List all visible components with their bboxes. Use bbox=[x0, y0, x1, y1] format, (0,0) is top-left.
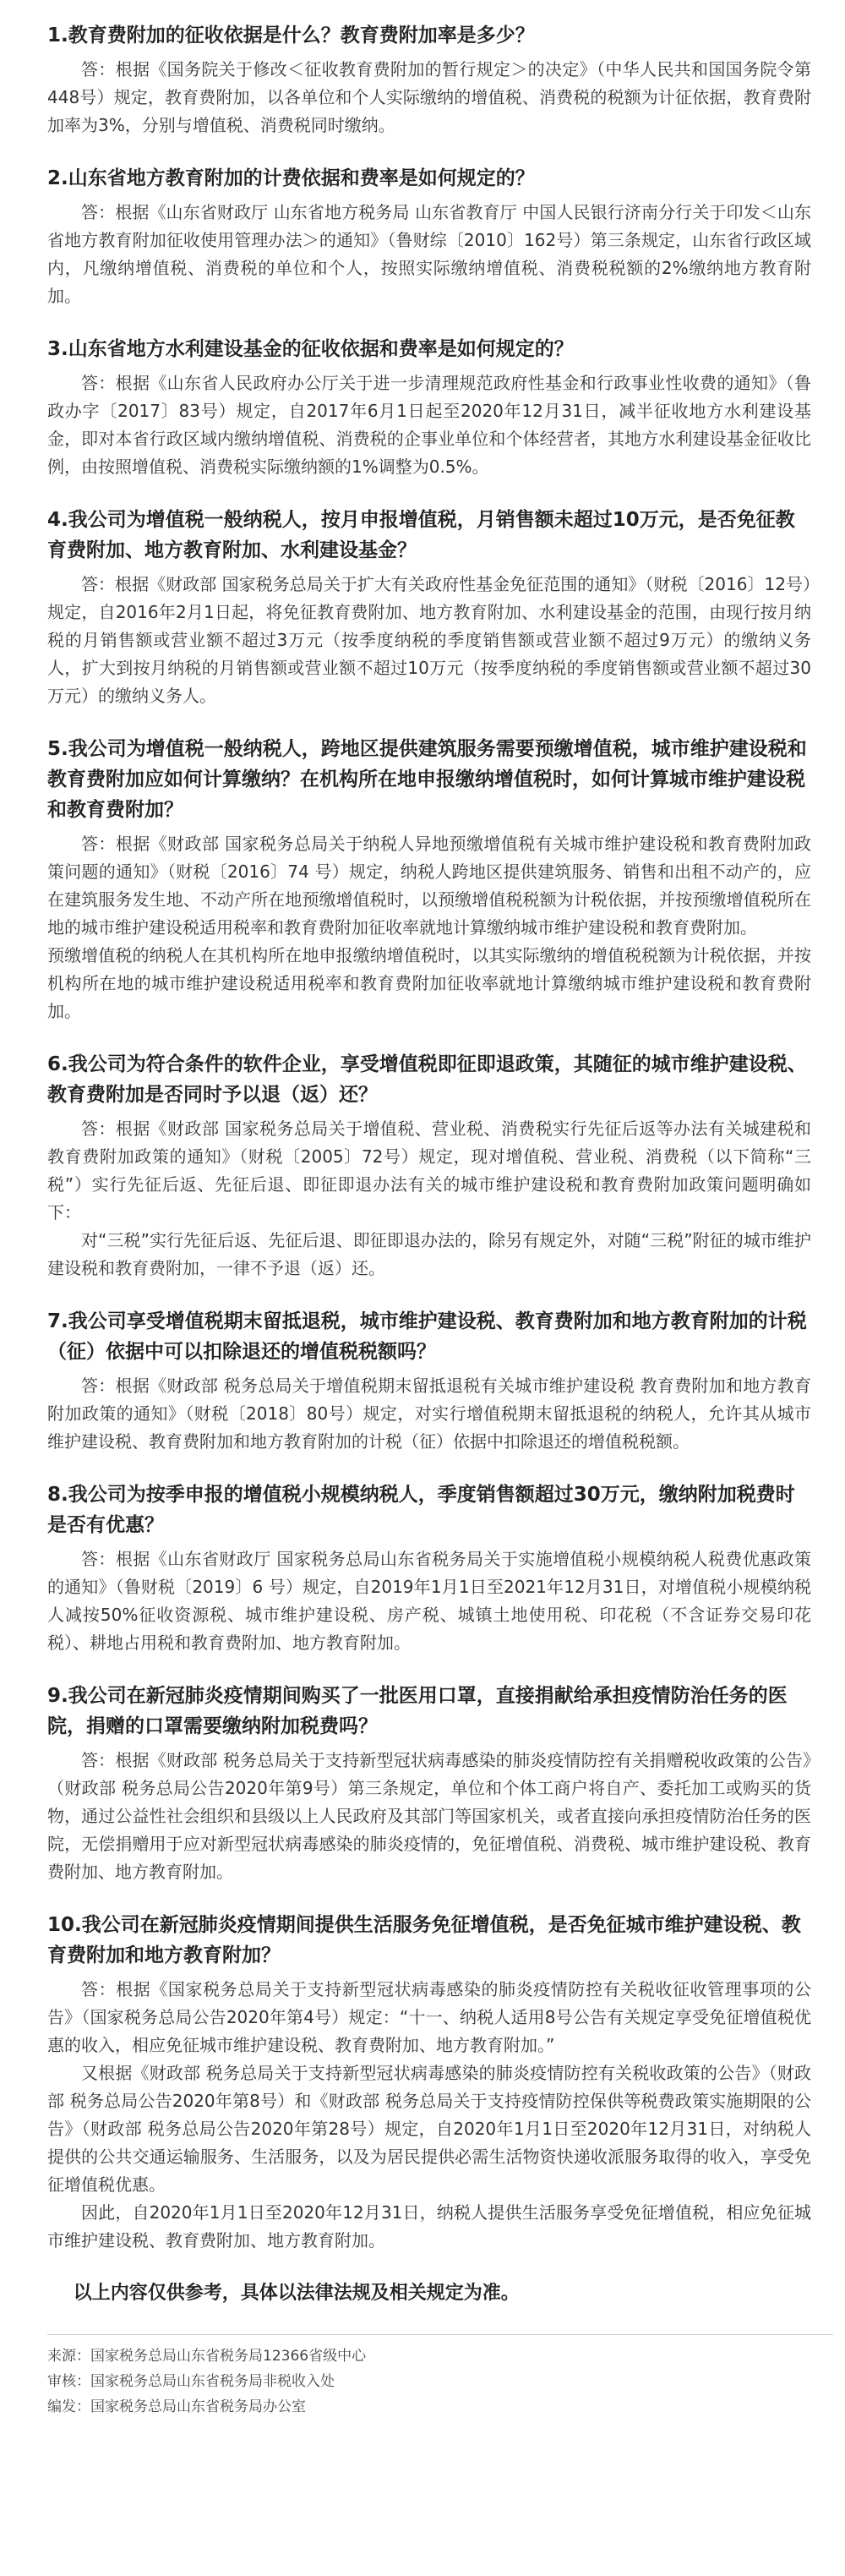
answer bbox=[47, 56, 811, 139]
answer bbox=[47, 571, 811, 710]
answer-paragraph: 答：根据《山东省财政厅 国家税务总局山东省税务局关于实施增值税小规模纳税人税费优惠政策的通知》（鲁财税〔2019〕6 号）规定，自2019年1月1日至2021年12月31日，对增值税小规模纳税人减按50%征收资源税、城市维护建设税、房产税、城镇土地使用税、印花税（不含证券交易印花税）、耕地占用税和教育费附加、地方教育附加。 bbox=[47, 1549, 811, 1653]
question-title: 2.山东省地方教育附加的计费依据和费率是如何规定的？ bbox=[47, 167, 535, 189]
answer bbox=[47, 1545, 811, 1657]
qa-item-2 bbox=[47, 163, 811, 310]
answer-paragraph: 答：根据《财政部 税务总局关于支持新型冠状病毒感染的肺炎疫情防控有关捐赠税收政策的公告》（财政部 税务总局公告2020年第9号）第三条规定，单位和个体工商户将自产、委托加工或购买的货物，通过公益性社会组织和县级以上人民政府及其部门等国家机关，或者直接向承担疫情防治任务的医院，无偿捐赠用于应对新型冠状病毒感染的肺炎疫情的，免征增值税、消费税、城市维护建设税、教育费附加、地方教育附加。 bbox=[47, 1750, 811, 1882]
answer-paragraph: 预缴增值税的纳税人在其机构所在地申报缴纳增值税时，以其实际缴纳的增值税税额为计税依据，并按机构所在地的城市维护建设税适用税率和教育费附加征收率就地计算缴纳城市维护建设税和教育费附加。 bbox=[47, 945, 811, 1021]
question-title: 10.我公司在新冠肺炎疫情期间提供生活服务免征增值税，是否免征城市维护建设税、教育费附加和地方教育附加？ bbox=[47, 1914, 801, 1966]
answer-paragraph: 因此，自2020年1月1日至2020年12月31日，纳税人提供生活服务享受免征增值税，相应免征城市维护建设税、教育费附加、地方教育附加。 bbox=[47, 2202, 811, 2251]
answer-paragraph: 答：根据《国家税务总局关于支持新型冠状病毒感染的肺炎疫情防控有关税收征收管理事项的公告》（国家税务总局公告2020年第4号）规定：“十一、纳税人适用8号公告有关规定享受免征增值税优惠的收入，相应免征城市维护建设税、教育费附加、地方教育附加。” bbox=[47, 1979, 811, 2055]
answer-paragraph: 答：根据《财政部 税务总局关于增值税期末留抵退税有关城市维护建设税 教育费附加和地方教育附加政策的通知》（财税〔2018〕80号）规定，对实行增值税期末留抵退税的纳税人，允许其从城市维护建设税、教育费附加和地方教育附加的计税（征）依据中扣除退还的增值税税额。 bbox=[47, 1376, 811, 1452]
question-title: 5.我公司为增值税一般纳税人，跨地区提供建筑服务需要预缴增值税，城市维护建设税和教育费附加应如何计算缴纳？在机构所在地申报缴纳增值税时，如何计算城市维护建设税和教育费附加？ bbox=[47, 738, 807, 821]
answer-paragraph: 答：根据《财政部 国家税务总局关于增值税、营业税、消费税实行先征后返等办法有关城建税和教育费附加政策的通知》（财税〔2005〕72号）规定，现对增值税、营业税、消费税（以下简称“三税”）实行先征后返、先征后退、即征即退办法有关的城市维护建设税和教育费附加政策问题明确如下： bbox=[47, 1118, 811, 1222]
answer bbox=[47, 1372, 811, 1456]
answer-paragraph: 又根据《财政部 税务总局关于支持新型冠状病毒感染的肺炎疫情防控有关税收政策的公告》（财政部 税务总局公告2020年第8号）和《财政部 税务总局关于支持疫情防控保供等税费政策实施期限的公告》（财政部 税务总局公告2020年第28号）规定，自2020年1月1日至2020年12月31日，对纳税人提供的公共交通运输服务、生活服务，以及为居民提供必需生活物资快递收派服务取得的收入，享受免征增值税优惠。 bbox=[47, 2063, 811, 2195]
question-title: 4.我公司为增值税一般纳税人，按月申报增值税，月销售额未超过10万元，是否免征教育费附加、地方教育附加、水利建设基金？ bbox=[47, 509, 795, 561]
answer bbox=[47, 830, 811, 1025]
qa-item-1 bbox=[47, 20, 811, 139]
answer-paragraph: 答：根据《山东省人民政府办公厅关于进一步清理规范政府性基金和行政事业性收费的通知》（鲁政办字〔2017〕83号）规定，自2017年6月1日起至2020年12月31日，减半征收地方水利建设基金，即对本省行政区域内缴纳增值税、消费税的企事业单位和个体经营者，其地方水利建设基金征收比例，由按照增值税、消费税实际缴纳额的1%调整为0.5%。 bbox=[47, 373, 811, 477]
qa-item-5 bbox=[47, 734, 811, 1025]
qa-item-10 bbox=[47, 1910, 811, 2255]
question-title: 8.我公司为按季申报的增值税小规模纳税人，季度销售额超过30万元，缴纳附加税费时是否有优惠？ bbox=[47, 1484, 795, 1536]
question-title: 1.教育费附加的征收依据是什么？教育费附加率是多少？ bbox=[47, 25, 535, 46]
qa-item-7 bbox=[47, 1306, 811, 1456]
answer bbox=[47, 1115, 811, 1283]
answer bbox=[47, 369, 811, 481]
answer-paragraph: 对“三税”实行先征后返、先征后退、即征即退办法的，除另有规定外，对随“三税”附征的城市维护建设税和教育费附加，一律不予退（返）还。 bbox=[47, 1230, 811, 1278]
qa-item-3 bbox=[47, 334, 811, 481]
answer-paragraph: 答：根据《国务院关于修改＜征收教育费附加的暂行规定＞的决定》（中华人民共和国国务院令第448号）规定，教育费附加，以各单位和个人实际缴纳的增值税、消费税的税额为计征依据，教育费附加率为3%，分别与增值税、消费税同时缴纳。 bbox=[47, 59, 811, 135]
answer-paragraph: 答：根据《财政部 国家税务总局关于扩大有关政府性基金免征范围的通知》（财税〔2016〕12号）规定，自2016年2月1日起，将免征教育费附加、地方教育附加、水利建设基金的范围，由现行按月纳税的月销售额或营业额不超过3万元（按季度纳税的季度销售额或营业额不超过9万元）的缴纳义务人，扩大到按月纳税的月销售额或营业额不超过10万元（按季度纳税的季度销售额或营业额不超过30万元）的缴纳义务人。 bbox=[47, 574, 811, 706]
question-title: 6.我公司为符合条件的软件企业，享受增值税即征即退政策，其随征的城市维护建设税、教育费附加是否同时予以退（返）还？ bbox=[47, 1053, 807, 1106]
answer bbox=[47, 199, 811, 310]
question-title: 3.山东省地方水利建设基金的征收依据和费率是如何规定的？ bbox=[47, 338, 574, 360]
footer-divider bbox=[47, 2334, 833, 2335]
answer bbox=[47, 1976, 811, 2255]
qa-item-8 bbox=[47, 1479, 811, 1657]
answer bbox=[47, 1747, 811, 1886]
footer-review: 审核：国家税务总局山东省税务局非税收入处 bbox=[47, 2373, 335, 2390]
qa-item-4 bbox=[47, 505, 811, 710]
footer-dispatch: 编发：国家税务总局山东省税务局办公室 bbox=[47, 2398, 306, 2415]
answer-paragraph: 答：根据《山东省财政厅 山东省地方税务局 山东省教育厅 中国人民银行济南分行关于印发＜山东省地方教育附加征收使用管理办法＞的通知》（鲁财综〔2010〕162号）第三条规定，山东省行政区域内，凡缴纳增值税、消费税的单位和个人，按照实际缴纳增值税、消费税税额的2%缴纳地方教育附加。 bbox=[47, 202, 811, 306]
qa-item-9 bbox=[47, 1681, 811, 1886]
footer-source: 来源：国家税务总局山东省税务局12366省级中心 bbox=[47, 2348, 367, 2365]
qa-item-6 bbox=[47, 1049, 811, 1283]
question-title: 9.我公司在新冠肺炎疫情期间购买了一批医用口罩，直接捐献给承担疫情防治任务的医院，捐赠的口罩需要缴纳附加税费吗？ bbox=[47, 1685, 788, 1737]
question-title: 7.我公司享受增值税期末留抵退税，城市维护建设税、教育费附加和地方教育附加的计税（征）依据中可以扣除退还的增值税税额吗？ bbox=[47, 1310, 807, 1363]
footer-credits bbox=[47, 2344, 811, 2420]
disclaimer-note: 以上内容仅供参考，具体以法律法规及相关规定为准。 bbox=[73, 2283, 520, 2304]
answer-paragraph: 答：根据《财政部 国家税务总局关于纳税人异地预缴增值税有关城市维护建设税和教育费附加政策问题的通知》（财税〔2016〕74 号）规定，纳税人跨地区提供建筑服务、销售和出租不动产的，应在建筑服务发生地、不动产所在地预缴增值税时，以预缴增值税税额为计税依据，并按预缴增值税所在地的城市维护建设税适用税率和教育费附加征收率就地计算缴纳城市维护建设税和教育费附加。 bbox=[47, 834, 811, 938]
